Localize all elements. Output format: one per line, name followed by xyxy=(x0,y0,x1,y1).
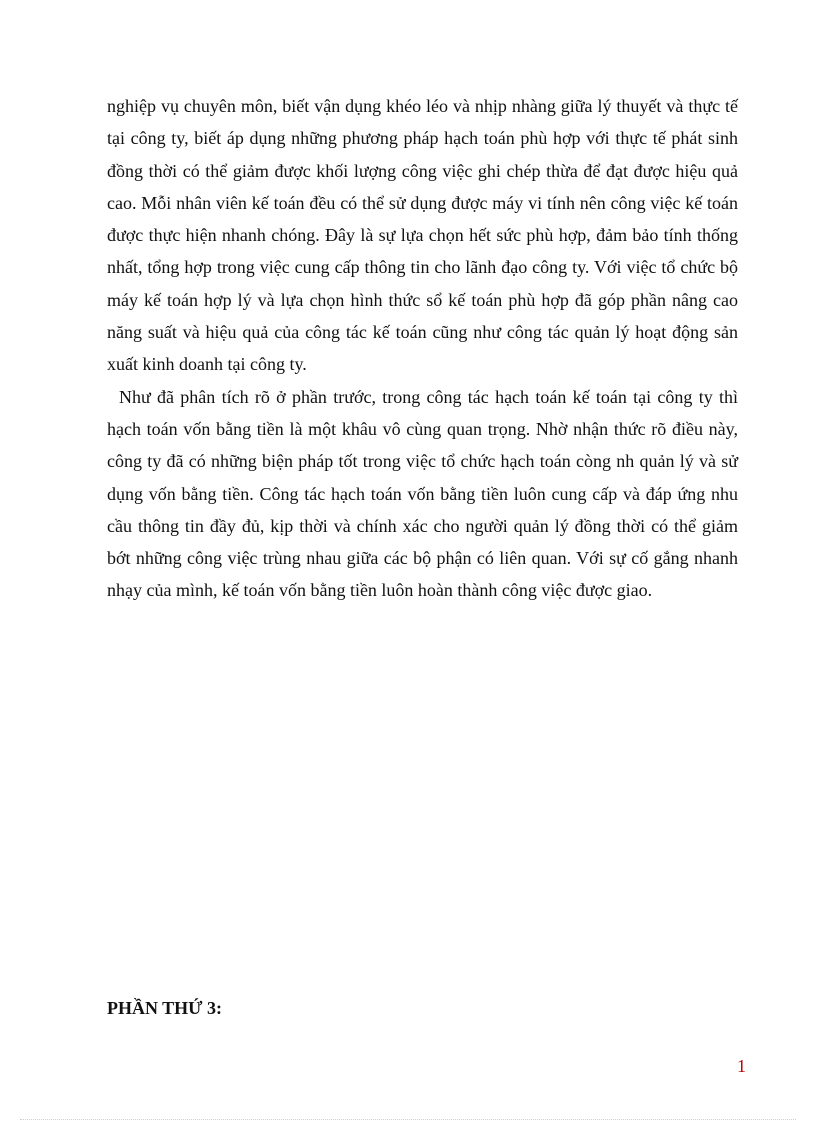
paragraph-2: Như đã phân tích rõ ở phần trước, trong công tác hạch toán kế toán tại công ty thì hạch toán vốn bằng tiền là một khâu vô cùng quan trọng. Nhờ nhận thức rõ điều này, công ty đã có những biện pháp tốt trong việc tổ chức hạch toán còng nh quản lý và sử dụng vốn bằng tiền. Công tác hạch toán vốn bằng tiền luôn cung cấp và đáp ứng nhu cầu thông tin đầy đủ, kịp thời và chính xác cho người quản lý đồng thời có thể giảm bớt những công việc trùng nhau giữa các bộ phận có liên quan. Với sự cố gắng nhanh nhạy của mình, kế toán vốn bằng tiền luôn hoàn thành công việc được giao. xyxy=(107,386,738,601)
page-bottom-divider xyxy=(20,1119,796,1120)
page-number: 1 xyxy=(737,1056,746,1076)
section-heading: PHẦN THỨ 3: xyxy=(107,998,222,1018)
paragraph-1: nghiệp vụ chuyên môn, biết vận dụng khéo léo và nhịp nhàng giữa lý thuyết và thực tế tại công ty, biết áp dụng những phương pháp hạch toán phù hợp với thực tế phát sinh đồng thời có thể giảm được khối lượng công việc ghi chép thừa để đạt được hiệu quả cao. Mỗi nhân viên kế toán đều có thể sử dụng được máy vi tính nên công việc kế toán được thực hiện nhanh chóng. Đây là sự lựa chọn hết sức phù hợp, đảm bảo tính thống nhất, tổng hợp trong việc cung cấp thông tin cho lãnh đạo công ty. Với việc tổ chức bộ máy kế toán hợp lý và lựa chọn hình thức sổ kế toán phù hợp đã góp phần nâng cao năng suất và hiệu quả của công tác kế toán cũng như công tác quản lý hoạt động sản xuất kinh doanh tại công ty. xyxy=(107,96,738,375)
body-text xyxy=(107,90,738,607)
